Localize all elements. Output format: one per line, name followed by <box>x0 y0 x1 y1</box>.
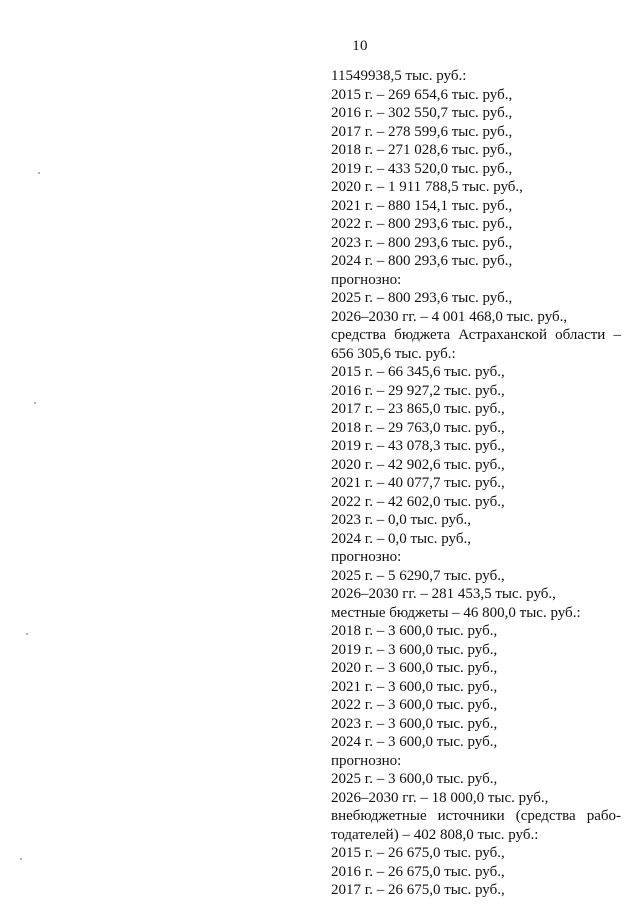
text-line: 2024 г. – 0,0 тыс. руб., <box>331 530 471 547</box>
text-line: внебюджетные источники (средства рабо- <box>331 808 621 824</box>
text-line: 2025 г. – 800 293,6 тыс. руб., <box>331 290 513 306</box>
text-line: 2018 г. – 271 028,6 тыс. руб., <box>331 142 513 158</box>
text-line: средства бюджета Астраханской области – <box>331 327 621 343</box>
text-line: тодателей) – 402 808,0 тыс. руб.: <box>331 826 539 843</box>
text-line: 2017 г. – 23 865,0 тыс. руб., <box>331 401 505 417</box>
text-line: 2016 г. – 29 927,2 тыс. руб., <box>331 382 505 399</box>
text-line: 2023 г. – 3 600,0 тыс. руб., <box>331 715 498 732</box>
text-line: 2023 г. – 800 293,6 тыс. руб., <box>331 234 513 251</box>
text-line: 2023 г. – 0,0 тыс. руб., <box>331 512 471 528</box>
scan-speck <box>38 172 40 174</box>
text-line: 2025 г. – 5 6290,7 тыс. руб., <box>331 567 505 584</box>
text-line: 2020 г. – 1 911 788,5 тыс. руб., <box>331 179 523 195</box>
text-line: 2019 г. – 433 520,0 тыс. руб., <box>331 160 513 177</box>
text-line: 2016 г. – 302 550,7 тыс. руб., <box>331 105 513 121</box>
scan-speck <box>20 858 22 860</box>
funding-text-block <box>331 67 621 900</box>
text-line: 2017 г. – 278 599,6 тыс. руб., <box>331 123 513 140</box>
text-line: 2022 г. – 42 602,0 тыс. руб., <box>331 493 505 510</box>
text-line: 2026–2030 гг. – 4 001 468,0 тыс. руб., <box>331 308 568 325</box>
scan-speck <box>26 633 28 635</box>
text-line: 2021 г. – 40 077,7 тыс. руб., <box>331 475 505 491</box>
text-line: местные бюджеты – 46 800,0 тыс. руб.: <box>331 604 581 621</box>
text-line: 2021 г. – 880 154,1 тыс. руб., <box>331 197 513 214</box>
text-line: 2015 г. – 26 675,0 тыс. руб., <box>331 845 505 861</box>
text-line: 2019 г. – 43 078,3 тыс. руб., <box>331 438 505 454</box>
text-line: 2018 г. – 3 600,0 тыс. руб., <box>331 623 498 639</box>
page-number: 10 <box>352 38 368 54</box>
text-line: прогнозно: <box>331 752 402 769</box>
text-line: 2020 г. – 3 600,0 тыс. руб., <box>331 660 498 676</box>
text-line: 2019 г. – 3 600,0 тыс. руб., <box>331 641 498 658</box>
text-line: 2020 г. – 42 902,6 тыс. руб., <box>331 456 505 473</box>
text-line: 2016 г. – 26 675,0 тыс. руб., <box>331 863 505 880</box>
text-line: 2026–2030 гг. – 18 000,0 тыс. руб., <box>331 789 549 806</box>
text-line: 2017 г. – 26 675,0 тыс. руб., <box>331 882 505 898</box>
text-line: 2015 г. – 66 345,6 тыс. руб., <box>331 364 505 380</box>
text-line: 2021 г. – 3 600,0 тыс. руб., <box>331 678 498 695</box>
text-line: 2022 г. – 800 293,6 тыс. руб., <box>331 216 513 232</box>
scan-speck <box>34 402 36 404</box>
text-line: 2018 г. – 29 763,0 тыс. руб., <box>331 419 505 436</box>
text-line: 2024 г. – 800 293,6 тыс. руб., <box>331 253 513 269</box>
text-line: 656 305,6 тыс. руб.: <box>331 345 456 362</box>
text-line: прогнозно: <box>331 549 402 565</box>
text-line: 2022 г. – 3 600,0 тыс. руб., <box>331 697 498 713</box>
text-line: 2015 г. – 269 654,6 тыс. руб., <box>331 86 513 103</box>
text-line: 2024 г. – 3 600,0 тыс. руб., <box>331 734 498 750</box>
text-line: 2026–2030 гг. – 281 453,5 тыс. руб., <box>331 586 556 602</box>
text-line: 11549938,5 тыс. руб.: <box>331 68 467 84</box>
text-line: 2025 г. – 3 600,0 тыс. руб., <box>331 771 498 787</box>
text-line: прогнозно: <box>331 271 402 288</box>
